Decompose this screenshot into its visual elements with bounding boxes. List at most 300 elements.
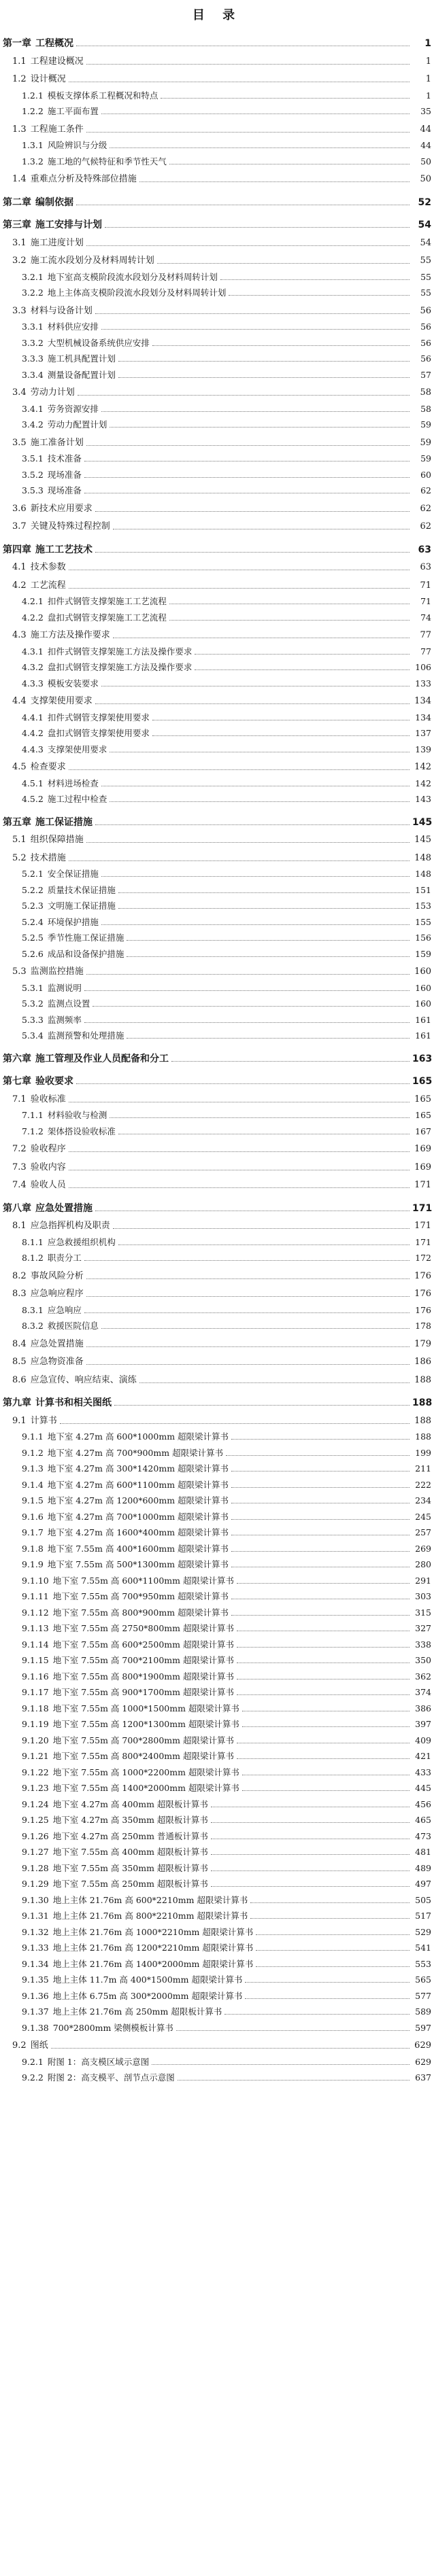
- toc-page-number: 148: [415, 869, 431, 879]
- toc-entry[interactable]: [0, 644, 434, 657]
- toc-entry-title: 监测预警和处理措施: [47, 1030, 124, 1041]
- toc-entry-number: 5.3: [12, 967, 27, 977]
- toc-entry-title: 地下室 7.55m 高 800*2400mm 超限梁计算书: [52, 1751, 234, 1761]
- toc-entry-title: 地下室 7.55m 高 700*2100mm 超限梁计算书: [52, 1655, 234, 1665]
- toc-entry-number: 4.4.3: [22, 744, 44, 754]
- toc-page-number: 291: [415, 1575, 431, 1586]
- toc-entry[interactable]: [0, 401, 434, 415]
- toc-entry[interactable]: [0, 1988, 434, 2002]
- toc-entry-title: 地上主体 21.76m 高 250mm 超限板计算书: [52, 2006, 222, 2017]
- toc-leader-dots: [242, 1726, 410, 1727]
- toc-leader-dots: [152, 2064, 410, 2065]
- toc-entry[interactable]: [0, 1556, 434, 1570]
- toc-entry-title: 应急宣传、响应结束、演练: [30, 1374, 137, 1385]
- toc-entry-number: 4.3.2: [22, 662, 44, 672]
- toc-entry[interactable]: [0, 1892, 434, 1906]
- toc-entry[interactable]: [0, 1956, 434, 1970]
- toc-page-number: 71: [420, 580, 431, 591]
- toc-entry-title: 监测说明: [47, 982, 82, 993]
- toc-entry-title: 模板支撑体系工程概况和特点: [47, 90, 158, 101]
- toc-entry-number: 3.2: [12, 256, 27, 266]
- toc-entry-title: 地下室 7.55m 高 600*2500mm 超限梁计算书: [52, 1639, 234, 1650]
- toc-leader-dots: [211, 1886, 410, 1887]
- toc-entry-title: 施工保证措施: [35, 816, 93, 828]
- toc-entry-number: 5.2.2: [22, 884, 44, 895]
- toc-entry-number: 第一章: [3, 38, 31, 49]
- toc-entry[interactable]: [0, 1141, 434, 1155]
- toc-entry-title: 地下室 7.55m 高 1000*1500mm 超限梁计算书: [52, 1703, 239, 1713]
- toc-entry-title: 救援医院信息: [47, 1321, 99, 1331]
- toc-page-number: 143: [415, 794, 431, 804]
- toc-entry[interactable]: [0, 964, 434, 977]
- toc-entry-number: 5.2.5: [22, 933, 44, 943]
- toc-leader-dots: [69, 1151, 410, 1152]
- toc-entry-title: 施工工艺技术: [35, 544, 93, 555]
- toc-entry[interactable]: [0, 1588, 434, 1602]
- toc-leader-dots: [110, 427, 410, 428]
- toc-entry-title: 劳动力计划: [30, 387, 75, 398]
- toc-leader-dots: [211, 1870, 410, 1871]
- toc-entry[interactable]: [0, 1972, 434, 1985]
- toc-entry-number: 8.1.2: [22, 1253, 44, 1263]
- toc-entry-title: 材料与设备计划: [30, 305, 93, 316]
- toc-page-number: 56: [420, 305, 431, 316]
- toc-page-number: 153: [415, 901, 431, 911]
- toc-page-number: 56: [420, 353, 431, 364]
- toc-entry[interactable]: [0, 451, 434, 464]
- toc-entry-number: 9.1.35: [22, 1974, 49, 1985]
- toc-page-number: 63: [418, 544, 431, 555]
- toc-entry[interactable]: [0, 1218, 434, 1232]
- toc-leader-dots: [245, 1998, 410, 1999]
- toc-entry[interactable]: [0, 2070, 434, 2083]
- toc-leader-dots: [95, 703, 410, 704]
- toc-leader-dots: [118, 908, 410, 909]
- toc-page-number: 151: [415, 884, 431, 895]
- toc-page-number: 142: [415, 778, 431, 788]
- toc-page-number: 421: [415, 1751, 431, 1761]
- toc-entry-title: 模板安装要求: [47, 678, 99, 689]
- toc-chapter-entry[interactable]: [0, 35, 434, 49]
- toc-entry-number: 3.4.2: [22, 419, 44, 430]
- toc-chapter-entry[interactable]: [0, 1395, 434, 1408]
- toc-entry[interactable]: [0, 269, 434, 283]
- toc-entry[interactable]: [0, 1620, 434, 1634]
- toc-page-number: 50: [420, 156, 431, 167]
- toc-entry[interactable]: [0, 1493, 434, 1506]
- toc-entry-number: 9.1.24: [22, 1798, 49, 1809]
- toc-entry[interactable]: [0, 1250, 434, 1264]
- toc-entry[interactable]: [0, 882, 434, 896]
- toc-entry[interactable]: [0, 1796, 434, 1810]
- toc-page-number: 517: [415, 1911, 431, 1921]
- toc-chapter-entry[interactable]: [0, 1073, 434, 1087]
- toc-page-number: 58: [420, 403, 431, 414]
- toc-entry[interactable]: [0, 54, 434, 67]
- toc-entry[interactable]: [0, 1860, 434, 1874]
- toc-entry-number: 3.2.1: [22, 271, 44, 282]
- toc-page-number: 77: [420, 630, 431, 640]
- toc-entry-number: 9.1.32: [22, 1926, 49, 1937]
- toc-entry-title: 地下室 7.55m 高 250mm 超限板计算书: [52, 1879, 208, 1889]
- toc-entry-title: 地下室 4.27m 高 250mm 普通板计算书: [52, 1830, 208, 1841]
- toc-entry-title: 技术措施: [30, 852, 66, 863]
- toc-entry[interactable]: [0, 1844, 434, 1858]
- toc-entry-number: 3.3.2: [22, 337, 44, 348]
- toc-entry[interactable]: [0, 1812, 434, 1826]
- toc-entry[interactable]: [0, 1828, 434, 1842]
- toc-entry[interactable]: [0, 742, 434, 755]
- toc-entry-title: 应急救援组织机构: [47, 1236, 116, 1247]
- toc-page-number: 171: [412, 1202, 433, 1214]
- toc-page-number: 142: [414, 762, 431, 772]
- toc-page-number: 62: [420, 503, 431, 514]
- toc-entry[interactable]: [0, 253, 434, 266]
- toc-entry-title: 工程施工条件: [30, 124, 84, 135]
- toc-entry-title: 支撑架使用要求: [47, 744, 107, 754]
- toc-entry[interactable]: [0, 1461, 434, 1474]
- toc-entry[interactable]: [0, 501, 434, 515]
- toc-entry[interactable]: [0, 351, 434, 364]
- toc-leader-dots: [110, 1117, 410, 1118]
- toc-entry[interactable]: [0, 791, 434, 805]
- toc-entry[interactable]: [0, 578, 434, 591]
- toc-entry-title: 地下室 4.27m 高 600*1100mm 超限梁计算书: [47, 1479, 229, 1490]
- toc-page-number: 473: [415, 1830, 431, 1841]
- toc-entry[interactable]: [0, 1701, 434, 1714]
- toc-entry[interactable]: [0, 367, 434, 381]
- toc-leader-dots: [256, 1950, 410, 1951]
- toc-entry[interactable]: [0, 610, 434, 623]
- toc-page-number: 59: [420, 419, 431, 430]
- toc-chapter-entry[interactable]: [0, 194, 434, 208]
- toc-entry-title: 检查要求: [30, 762, 66, 772]
- toc-entry-title: 地上主体 6.75m 高 300*2000mm 超限梁计算书: [52, 1990, 243, 2001]
- toc-page-number: 456: [415, 1798, 431, 1809]
- toc-leader-dots: [152, 735, 410, 736]
- toc-leader-dots: [95, 552, 410, 553]
- toc-entry[interactable]: [0, 2020, 434, 2034]
- toc-leader-dots: [226, 1455, 410, 1456]
- toc-leader-dots: [69, 1187, 410, 1188]
- toc-leader-dots: [139, 181, 410, 182]
- toc-page-number: 257: [415, 1527, 431, 1537]
- toc-page-number: 386: [415, 1703, 431, 1713]
- toc-entry[interactable]: [0, 627, 434, 641]
- toc-leader-dots: [118, 377, 410, 378]
- toc-entry-title: 验收内容: [30, 1162, 66, 1172]
- toc-entry[interactable]: [0, 1160, 434, 1173]
- toc-entry[interactable]: [0, 1028, 434, 1041]
- toc-page-number: 35: [420, 106, 431, 116]
- toc-entry[interactable]: [0, 285, 434, 298]
- toc-entry[interactable]: [0, 335, 434, 349]
- toc-page-number: 134: [414, 696, 431, 706]
- toc-entry-title: 图纸: [30, 2040, 48, 2051]
- toc-page-number: 211: [415, 1463, 431, 1474]
- toc-entry[interactable]: [0, 1429, 434, 1442]
- toc-leader-dots: [95, 313, 410, 314]
- toc-entry[interactable]: [0, 1477, 434, 1491]
- toc-entry-number: 5.2.3: [22, 901, 44, 911]
- toc-page-number: 315: [415, 1607, 431, 1618]
- toc-entry-number: 7.4: [12, 1180, 27, 1190]
- toc-entry-title: 架体搭设验收标准: [47, 1126, 116, 1136]
- toc-entry[interactable]: [0, 1637, 434, 1650]
- toc-entry[interactable]: [0, 1372, 434, 1386]
- toc-entry-title: 地下室 7.55m 高 350mm 超限板计算书: [52, 1862, 208, 1873]
- toc-entry[interactable]: [0, 1940, 434, 1953]
- toc-page-number: 55: [420, 271, 431, 282]
- toc-entry[interactable]: [0, 71, 434, 85]
- toc-leader-dots: [118, 361, 410, 362]
- toc-leader-dots: [101, 876, 410, 877]
- toc-chapter-entry[interactable]: [0, 814, 434, 828]
- toc-entry[interactable]: [0, 898, 434, 911]
- toc-leader-dots: [127, 1038, 410, 1039]
- toc-entry[interactable]: [0, 593, 434, 607]
- toc-entry[interactable]: [0, 866, 434, 880]
- toc-entry-number: 9.1.2: [22, 1447, 44, 1458]
- toc-entry-number: 9.1.5: [22, 1495, 44, 1505]
- toc-entry[interactable]: [0, 1573, 434, 1586]
- toc-entry-number: 4.2.2: [22, 612, 44, 623]
- toc-entry-title: 材料供应安排: [47, 321, 99, 332]
- toc-chapter-entry[interactable]: [0, 542, 434, 555]
- toc-entry-title: 验收人员: [30, 1180, 66, 1190]
- toc-entry[interactable]: [0, 1764, 434, 1778]
- toc-entry[interactable]: [0, 1177, 434, 1191]
- toc-entry[interactable]: [0, 1336, 434, 1350]
- toc-entry[interactable]: [0, 1605, 434, 1618]
- toc-entry-title: 地下室 7.55m 高 700*2800mm 超限梁计算书: [52, 1735, 234, 1745]
- toc-entry-title: 施工管理及作业人员配备和分工: [35, 1053, 169, 1064]
- toc-entry-number: 3.5.1: [22, 453, 44, 464]
- toc-entry[interactable]: [0, 171, 434, 185]
- toc-entry-title: 地下室 7.55m 高 800*900mm 超限梁计算书: [52, 1607, 229, 1618]
- toc-entry-title: 工程建设概况: [30, 56, 84, 67]
- toc-page-number: 134: [415, 712, 431, 723]
- toc-page-number: 541: [415, 1943, 431, 1953]
- toc-entry-number: 9.1.36: [22, 1990, 49, 2001]
- toc-entry-number: 8.4: [12, 1338, 27, 1349]
- toc-entry-title: 地上主体 21.76m 高 1200*2210mm 超限梁计算书: [52, 1943, 254, 1953]
- toc-page-number: 165: [412, 1076, 433, 1087]
- toc-leader-dots: [245, 1982, 410, 1983]
- toc-leader-dots: [95, 824, 410, 825]
- toc-entry[interactable]: [0, 1652, 434, 1666]
- toc-entry-title: 工程概况: [35, 38, 73, 49]
- toc-entry[interactable]: [0, 1413, 434, 1427]
- toc-entry-title: 验收要求: [35, 1076, 73, 1087]
- toc-entry[interactable]: [0, 1124, 434, 1137]
- toc-entry[interactable]: [0, 710, 434, 723]
- toc-page-number: 350: [415, 1655, 431, 1665]
- toc-page-number: 163: [412, 1053, 433, 1064]
- toc-entry-number: 3.7: [12, 521, 27, 532]
- toc-entry[interactable]: [0, 122, 434, 135]
- toc-entry[interactable]: [0, 303, 434, 317]
- toc-leader-dots: [86, 132, 410, 133]
- toc-entry[interactable]: [0, 1318, 434, 1331]
- toc-leader-dots: [69, 860, 410, 861]
- toc-entry[interactable]: [0, 759, 434, 773]
- toc-entry-title: 地上主体高支模阶段流水段划分及材料周转计划: [47, 288, 227, 298]
- toc-entry[interactable]: [0, 235, 434, 249]
- toc-entry[interactable]: [0, 1541, 434, 1554]
- toc-entry-title: 地下室 7.55m 高 1200*1300mm 超限梁计算书: [52, 1719, 239, 1729]
- toc-entry[interactable]: [0, 1876, 434, 1890]
- toc-entry-number: 9.2.1: [22, 2056, 44, 2067]
- toc-entry[interactable]: [0, 1268, 434, 1282]
- toc-leader-dots: [60, 1423, 410, 1424]
- toc-leader-dots: [250, 1918, 410, 1919]
- toc-entry-title: 材料验收与检测: [47, 1110, 107, 1120]
- toc-entry-number: 5.1: [12, 835, 27, 845]
- toc-entry[interactable]: [0, 137, 434, 151]
- toc-entry[interactable]: [0, 519, 434, 532]
- toc-entry[interactable]: [0, 154, 434, 167]
- toc-entry[interactable]: [0, 1302, 434, 1316]
- toc-entry[interactable]: [0, 1780, 434, 1794]
- toc-page-number: 155: [415, 916, 431, 927]
- toc-entry-title: 应急物资准备: [30, 1357, 84, 1367]
- toc-entry[interactable]: [0, 914, 434, 928]
- toc-entry-number: 8.3: [12, 1289, 27, 1299]
- toc-entry[interactable]: [0, 693, 434, 707]
- toc-page-number: 188: [414, 1415, 431, 1426]
- toc-entry-title: 季节性施工保证措施: [47, 933, 124, 943]
- toc-entry[interactable]: [0, 832, 434, 846]
- toc-entry[interactable]: [0, 676, 434, 689]
- toc-entry[interactable]: [0, 930, 434, 943]
- toc-entry-title: 施工安排与计划: [35, 220, 102, 230]
- toc-entry-number: 第三章: [3, 220, 31, 230]
- toc-entry[interactable]: [0, 1445, 434, 1459]
- toc-entry[interactable]: [0, 2004, 434, 2017]
- toc-page-number: 222: [415, 1479, 431, 1490]
- toc-entry[interactable]: [0, 483, 434, 496]
- toc-entry-number: 9.1.1: [22, 1431, 44, 1442]
- toc-leader-dots: [250, 1902, 410, 1903]
- toc-entry-number: 9.1.10: [22, 1575, 49, 1586]
- toc-leader-dots: [110, 147, 410, 148]
- toc-entry[interactable]: [0, 1684, 434, 1698]
- toc-page-number: 589: [415, 2006, 431, 2017]
- toc-entry[interactable]: [0, 2038, 434, 2051]
- toc-entry-number: 3.5: [12, 437, 27, 448]
- toc-entry[interactable]: [0, 980, 434, 994]
- toc-entry-title: 地上主体 21.76m 高 800*2210mm 超限梁计算书: [52, 1911, 248, 1921]
- toc-leader-dots: [101, 1328, 410, 1329]
- toc-leader-dots: [105, 227, 410, 228]
- toc-entry[interactable]: [0, 1234, 434, 1248]
- toc-entry[interactable]: [0, 659, 434, 673]
- toc-entry-number: 5.3.4: [22, 1030, 44, 1041]
- toc-chapter-entry[interactable]: [0, 217, 434, 230]
- toc-entry-number: 3.3.4: [22, 369, 44, 380]
- toc-entry[interactable]: [0, 2054, 434, 2068]
- toc-entry[interactable]: [0, 776, 434, 789]
- toc-entry-number: 1.2: [12, 74, 27, 84]
- toc-chapter-entry[interactable]: [0, 1051, 434, 1064]
- toc-entry[interactable]: [0, 1509, 434, 1522]
- toc-page-number: 161: [415, 1014, 431, 1025]
- toc-page-number: 148: [414, 852, 431, 863]
- toc-leader-dots: [86, 64, 410, 65]
- toc-entry-title: 盘扣式钢管支撑架施工方法及操作要求: [47, 662, 193, 672]
- toc-leader-dots: [113, 1228, 410, 1229]
- toc-entry[interactable]: [0, 1286, 434, 1300]
- toc-entry[interactable]: [0, 1669, 434, 1682]
- toc-entry-number: 第六章: [3, 1053, 31, 1064]
- toc-entry[interactable]: [0, 725, 434, 739]
- toc-entry[interactable]: [0, 435, 434, 449]
- toc-page-number: 171: [415, 1236, 431, 1247]
- toc-entry-title: 地上主体 11.7m 高 400*1500mm 超限梁计算书: [52, 1974, 243, 1985]
- toc-entry-number: 1.3.1: [22, 140, 44, 150]
- toc-entry[interactable]: [0, 1107, 434, 1121]
- toc-entry-title: 施工地的气候特征和季节性天气: [47, 156, 167, 167]
- toc-entry-number: 9.1.34: [22, 1958, 49, 1969]
- toc-entry[interactable]: [0, 559, 434, 573]
- toc-entry[interactable]: [0, 1908, 434, 1921]
- toc-entry-title: 计算书: [30, 1415, 57, 1426]
- toc-entry-title: 现场准备: [47, 469, 82, 480]
- toc-leader-dots: [231, 1615, 410, 1616]
- toc-chapter-entry[interactable]: [0, 1200, 434, 1214]
- toc-entry-number: 3.2.2: [22, 288, 44, 298]
- toc-entry-number: 3.4.1: [22, 403, 44, 414]
- toc-entry-number: 9.1.30: [22, 1894, 49, 1905]
- toc-page-number: 178: [415, 1321, 431, 1331]
- toc-entry[interactable]: [0, 946, 434, 960]
- toc-entry[interactable]: [0, 1924, 434, 1938]
- toc-entry-title: 地下室 4.27m 高 300*1420mm 超限梁计算书: [47, 1463, 229, 1474]
- toc-entry-number: 3.4: [12, 387, 27, 398]
- toc-entry[interactable]: [0, 996, 434, 1009]
- toc-entry-number: 7.1.1: [22, 1110, 44, 1120]
- toc-page-number: 58: [420, 387, 431, 398]
- toc-entry-title: 盘扣式钢管支撑架施工工艺流程: [47, 612, 167, 623]
- toc-entry[interactable]: [0, 1354, 434, 1368]
- toc-entry[interactable]: [0, 1525, 434, 1538]
- toc-entry-number: 5.3.2: [22, 998, 44, 1009]
- toc-entry[interactable]: [0, 467, 434, 481]
- toc-entry[interactable]: [0, 850, 434, 864]
- toc-entry-title: 应急指挥机构及职责: [30, 1221, 110, 1231]
- toc-leader-dots: [176, 2030, 410, 2031]
- toc-leader-dots: [195, 669, 410, 670]
- toc-entry-number: 3.3.3: [22, 353, 44, 364]
- toc-entry[interactable]: [0, 319, 434, 332]
- toc-entry[interactable]: [0, 88, 434, 101]
- toc-entry[interactable]: [0, 1733, 434, 1746]
- toc-entry[interactable]: [0, 1012, 434, 1026]
- toc-entry[interactable]: [0, 1092, 434, 1105]
- toc-page-number: 505: [415, 1894, 431, 1905]
- toc-page-number: 171: [414, 1180, 431, 1190]
- toc-entry[interactable]: [0, 417, 434, 430]
- toc-entry[interactable]: [0, 103, 434, 117]
- toc-entry[interactable]: [0, 1716, 434, 1730]
- toc-page-number: 133: [415, 678, 431, 689]
- toc-page-number: 199: [415, 1447, 431, 1458]
- toc-entry[interactable]: [0, 385, 434, 398]
- toc-leader-dots: [169, 620, 410, 621]
- toc-leader-dots: [86, 245, 410, 246]
- toc-entry[interactable]: [0, 1748, 434, 1762]
